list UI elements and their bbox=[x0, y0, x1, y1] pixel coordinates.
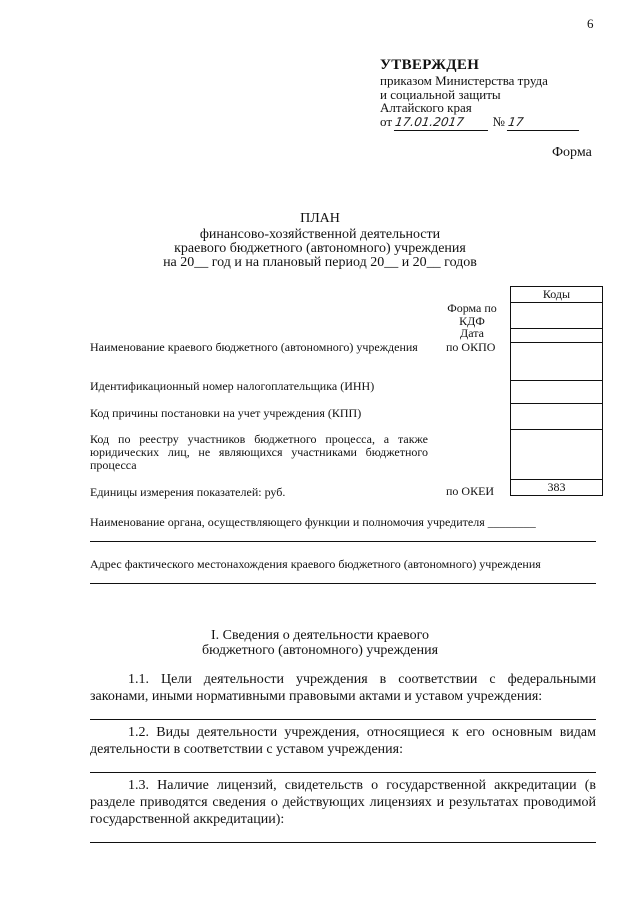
section-title-line-2: бюджетного (автономного) учреждения bbox=[201, 643, 439, 658]
form-kdf-label-2: КДФ bbox=[459, 313, 485, 328]
plan-line-2: краевого бюджетного (автономного) учреждения bbox=[174, 241, 466, 256]
approval-line-1: приказом Министерства труда bbox=[380, 73, 548, 88]
code-cell-okpo bbox=[511, 343, 603, 381]
approval-block bbox=[380, 56, 580, 130]
form-kdf-label-1: Форма по bbox=[447, 301, 497, 315]
field-address: Адрес фактического местонахождения краевого бюджетного (автономного) учреждения bbox=[90, 557, 541, 571]
code-cell-registry bbox=[511, 430, 603, 480]
field-founder: Наименование органа, осуществляющего функции и полномочия учредителя ________ bbox=[90, 515, 536, 529]
p2-fill-line bbox=[90, 772, 596, 773]
approval-from-label: от bbox=[380, 113, 393, 129]
section-title-line-1: I. Сведения о деятельности краевого bbox=[210, 628, 430, 643]
code-cell-okei: 383 bbox=[511, 480, 603, 496]
paragraph-1-3: 1.3. Наличие лицензий, свидетельств о государственной аккредитации (в разделе приводятся сведения о действующих лицензиях и результатах проводимой государственной аккредитации): bbox=[90, 778, 596, 827]
code-cell-kdf bbox=[511, 303, 603, 329]
field-units: Единицы измерения показателей: руб. bbox=[90, 485, 286, 499]
code-cell-date bbox=[511, 329, 603, 343]
form-label: Форма bbox=[552, 145, 592, 160]
field-registry-code: Код по реестру участников бюджетного процесса, а также юридических лиц, не являющихся участниками бюджетного процесса bbox=[90, 432, 428, 472]
approval-line-2: и социальной защиты bbox=[380, 86, 501, 102]
plan-line-1: финансово-хозяйственной деятельности bbox=[199, 227, 441, 242]
approval-date-handwritten: 17.01.2017 bbox=[394, 116, 490, 131]
paragraph-1-2: 1.2. Виды деятельности учреждения, относящиеся к его основным видам деятельности в соответствии с уставом учреждения: bbox=[90, 725, 596, 757]
approval-number-label: № bbox=[492, 113, 505, 129]
form-kdf-label bbox=[440, 302, 504, 340]
okpo-label: по ОКПО bbox=[446, 340, 496, 354]
approval-number-handwritten: 17 bbox=[507, 116, 581, 131]
code-cell-kpp bbox=[511, 404, 603, 430]
plan-title: ПЛАН bbox=[300, 211, 340, 226]
approval-title: УТВЕРЖДЕН bbox=[380, 57, 480, 73]
field-inn: Идентификационный номер налогоплательщика (ИНН) bbox=[90, 379, 375, 393]
field-kpp: Код причины постановки на учет учреждения (КПП) bbox=[90, 406, 362, 420]
p1-fill-line bbox=[90, 719, 596, 720]
plan-line-3: на 20__ год и на плановый период 20__ и 20__ годов bbox=[163, 255, 477, 270]
approval-line-3: Алтайского края bbox=[380, 100, 472, 115]
p3-fill-line bbox=[90, 842, 596, 843]
code-cell-inn bbox=[511, 381, 603, 404]
okei-label: по ОКЕИ bbox=[446, 484, 495, 498]
field-institution-name: Наименование краевого бюджетного (автономного) учреждения bbox=[90, 340, 418, 354]
codes-header: Коды bbox=[511, 287, 603, 303]
address-fill-line bbox=[90, 583, 596, 584]
date-label: Дата bbox=[460, 326, 484, 340]
codes-table bbox=[510, 286, 603, 496]
approval-date-row bbox=[380, 115, 580, 131]
page-number: 6 bbox=[587, 16, 594, 31]
paragraph-1-1: 1.1. Цели деятельности учреждения в соответствии с федеральными законами, иными нормативными правовыми актами и уставом учреждения: bbox=[90, 672, 596, 704]
founder-fill-line bbox=[90, 541, 596, 542]
